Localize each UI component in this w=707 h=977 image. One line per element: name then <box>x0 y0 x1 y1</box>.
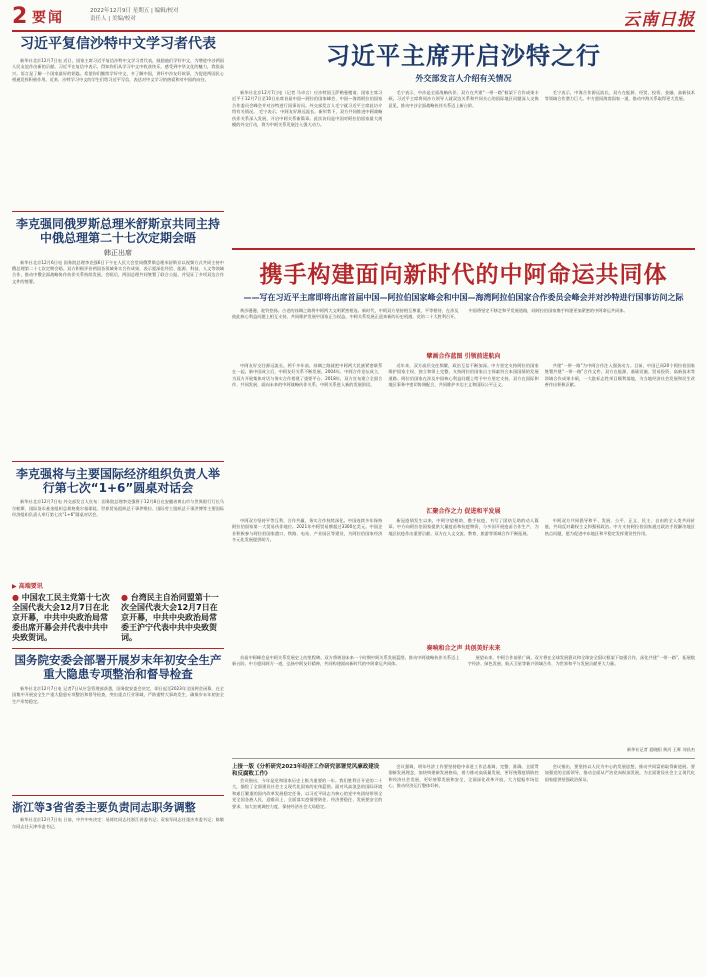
footer-body-3: 会议指出，要坚持以人民为中心的发展思想，推动共同富裕取得新进展。要加强党的全面领导，推动全面从严治党向纵深发展，为全面建设社会主义现代化国家提供坚强政治保证。 <box>544 764 695 782</box>
feature-section-head-2: 汇聚合作之力 促进和平发展 <box>426 508 501 515</box>
feature-lead: 黄沙漫漫，驼铃悠扬。古老的丝绸之路将中阿两大文明紧密相连。新时代，中阿双方坚持相互尊重、平等相待，在涉及彼此核心利益问题上相互支持，共同维护发展中国家正当权益。中阿关系发展正迎来新的历史机遇。党的二十大胜利召开，中国将坚定不移走和平发展道路，同阿拉伯国家携手构建更加紧密的中阿命运共同体。 <box>232 308 628 320</box>
article-body-personnel: 新华社北京12月7日电 日前，中共中央决定：易炼红同志任浙江省委书记；袁家军同志任重庆市委书记；陈敏尔同志任天津市委书记。 <box>12 817 224 829</box>
main-body-2: 毛宁表示，中阿友好源远流长。新形势下，双方共同推进中阿战略伙伴关系深入发展，开启中阿关系新篇章。此次访问是中国对阿拉伯国家最大规模的外交行动，将为中阿关系发展注入强大动力。 <box>232 109 383 128</box>
footer-col-1 <box>232 764 382 856</box>
divider <box>12 211 224 212</box>
main-story-title[interactable]: 习近平主席开启沙特之行 <box>326 42 601 70</box>
page-header <box>12 4 695 32</box>
article-subtitle-premiers-meeting: 韩正出席 <box>104 248 132 257</box>
brief-row <box>12 593 224 643</box>
article-body-safety: 新华社北京12月7日电 记者7日从应急管理部获悉，国务院安委会决定，即日起至2023年全国两会闭幕，在全国集中开展安全生产重大隐患专项整治和督导检查，突出重点行业领域，严防重特大事故发生，确保岁末年初安全生产形势稳定。 <box>12 685 224 704</box>
article-body-reply-letter: 新华社北京12月7日电 近日，国家主席习近平复信沙特中文学习者代表，鼓励他们学好中文，为增进中沙两国人民友谊作出新的贡献。习近平在复信中表示，得知你们从学习中文中收获快乐，感受到中华文化的魅力，我很高兴。语言是了解一个国家最好的钥匙。希望你们继续学好中文，多了解中国，讲好中沙友好故事，为促进两国民心相通发挥积极作用。近来，沙特学习中文的学生们给习近平写信，表达对中文学习的热爱和对中国的向往。 <box>12 57 224 83</box>
brief-left-text: 中国农工民主党第十七次全国代表大会12月7日在北京开幕，中共中央政治局常委出席开幕会并代表中共中央致贺词。 <box>12 593 110 643</box>
feature-title[interactable]: 携手构建面向新时代的中阿命运共同体 <box>259 262 668 288</box>
brief-item-left[interactable] <box>12 593 115 643</box>
bullet-icon: ● <box>12 593 22 603</box>
brief-label: 高端要讯 <box>18 583 43 591</box>
feature-col-3: 共建“一带一路”为中阿合作注入强劲动力。目前，中国已同20个阿拉伯国家签署共建“一带一路”合作文件。双方在能源、基础设施、贸易投资、高新技术等领域合作成果丰硕，一大批标志性项目顺利落地，为当地经济社会发展和民生改善作出积极贡献。 <box>544 363 695 388</box>
section-label: 要闻 <box>32 10 64 26</box>
left-column <box>12 36 224 970</box>
header-meta: 2022年12月9日 星期五 | 编辑/校对 责任人 | 美编/校对 <box>90 8 179 22</box>
divider <box>12 795 224 796</box>
main-story-col-2: 毛宁表示，中沙是全面战略伙伴，双方在共建“一带一路”框架下合作成果丰硕。习近平主席将同沙方领导人就双边关系和共同关心的国际地区问题深入交换意见，推动中沙全面战略伙伴关系迈上新台阶。 <box>388 90 539 108</box>
article-body-premiers-meeting: 新华社北京12月6日电 国务院总理李克强6日下午在人民大会堂同俄罗斯总理米舒斯京以视频方式共同主持中俄总理第二十七次定期会晤。双方积极评价两国各领域务实合作成果，表示愿深化经贸、能源、科技、人文等领域合作，推动中俄全面战略协作伙伴关系持续发展。会晤后，两国总理共同签署了联合公报，并见证了多项双边合作文件的签署。 <box>12 259 224 284</box>
divider <box>12 648 224 649</box>
article-title-roundtable[interactable]: 李克强将与主要国际经济组织负责人举行第七次“1+6”圆桌对话会 <box>15 466 220 495</box>
feature-col-8: 展望未来，中阿合作前景广阔。双方将在全球发展倡议和全球安全倡议框架下加强合作，深化共建“一带一路”，拓展数字经济、绿色发展、航天卫星等新兴领域合作，为世界和平与发展贡献更大力量。 <box>467 655 695 667</box>
bullet-icon: ▶ <box>12 583 17 591</box>
article-title-personnel[interactable]: 浙江等3省省委主要负责同志职务调整 <box>12 800 196 814</box>
article-body-roundtable: 新华社北京12月7日电 外交部发言人宣布：国务院总理李克强将于12月8日在安徽省黄山市与世界银行行长马尔帕斯、国际货币基金组织总裁格奥尔基耶娃、世界贸易组织总干事伊维拉、国际劳工组织总干事洪博等主要国际经济组织负责人举行第七次“1+6”圆桌对话会。 <box>12 499 224 518</box>
footer-body-1: 会议指出，今年是党和国家历史上极为重要的一年。我们胜利召开党的二十大，描绘了全面建设社会主义现代化国家的宏伟蓝图。面对风高浪急的国际环境和艰巨繁重的国内改革发展稳定任务，以习近平同志为核心的党中央团结带领全党全国各族人民，迎难而上，全面落实疫情要防住、经济要稳住、发展要安全的要求，加大宏观调控力度，保持经济社会大局稳定。 <box>232 778 383 809</box>
brief-section-label <box>12 581 224 590</box>
brief-right-text: 台湾民主自治同盟第十一次全国代表大会12月7日在京开幕，中共中央政治局常委王沪宁代表中共中央致贺词。 <box>121 593 219 643</box>
masthead-logo: 云南日报 <box>623 10 695 30</box>
page-number: 2 <box>12 4 28 29</box>
bullet-icon: ● <box>121 593 131 603</box>
divider <box>12 461 224 462</box>
main-story-subtitle: 外交部发言人介绍有关情况 <box>415 74 512 83</box>
article-title-reply-letter[interactable]: 习近平复信沙特中文学习者代表 <box>20 36 216 52</box>
feature-subtitle: ——写在习近平主席即将出席首届中国—阿拉伯国家峰会和中国—海湾阿拉伯国家合作委员会峰会并对沙特进行国事访问之际 <box>243 293 684 302</box>
feature-col-6: 中阿双方共同倡导和平、发展、公平、正义、民主、自由的全人类共同价值，共同反对霸权主义和强权政治。中方支持阿拉伯国家通过政治手段解决地区热点问题，愿为促进中东地区和平稳定发挥建设性作用。 <box>544 518 695 536</box>
feature-section-head-1: 擘画合作蓝图 引领前进航向 <box>426 353 501 360</box>
feature-row-3 <box>232 655 695 747</box>
main-story-col-3: 毛宁表示，中海合作源远流长，双方在能源、经贸、投资、金融、高新技术等领域合作潜力巨大。中方愿同海湾国家一道，推动中海关系取得更大发展。 <box>544 90 695 102</box>
brief-item-right[interactable] <box>121 593 224 643</box>
feature-col-5: 新冠疫情发生以来，中阿守望相助、携手抗疫，书写了团结互助的动人篇章。中方向阿拉伯国家提供大量疫苗和抗疫物资，与多国开展疫苗合作生产，为地区抗疫作出重要贡献。双方在人文交流、教育、旅游等领域合作不断拓展。 <box>388 518 539 536</box>
main-body-1: 新华社北京12月7日电（记者 马卓言）应沙特国王萨勒曼邀请，国家主席习近平于12月7日至10日出席首届中国—阿拉伯国家峰会、中国—海湾阿拉伯国家合作委员会峰会并对沙特进行国事访问。外交部发言人毛宁就习近平主席此访介绍有关情况。 <box>232 90 383 115</box>
main-story-columns <box>232 90 695 246</box>
feature-col-1: 中阿友好交往源远流长。两千多年前，丝绸之路就把中阿两大民族紧密联系在一起。新中国成立后，中阿友好关系不断发展。2004年，中阿合作论坛成立，为双方开展集体对话与务实合作搭建了重要平台。2018年，双方宣布建立全面合作、共同发展、面向未来的中阿战略伙伴关系，中阿关系进入新的发展阶段。 <box>232 363 383 388</box>
feature-row-2 <box>232 518 695 640</box>
article-title-premiers-meeting[interactable]: 李克强同俄罗斯总理米舒斯京共同主持中俄总理第二十七次定期会晤 <box>15 216 220 246</box>
feature-section-head-3: 奏响和合之声 共创美好未来 <box>426 645 501 652</box>
main-story-col-1 <box>232 90 382 246</box>
feature-col-4: 中阿双方坚持平等互利、合作共赢，务实合作持续深化。中国连续多年保持阿拉伯国家第一大贸易伙伴地位。2021年中阿贸易额超过3300亿美元。中国企业积极参与阿拉伯国家港口、铁路、电站、产业园区等建设，为阿拉伯国家经济多元化发展提供助力。 <box>232 518 383 543</box>
divider <box>232 758 695 759</box>
footer-continued-title[interactable]: 上接一版《分析研究2023年经济工作研究部署党风廉政建设和反腐败工作》 <box>232 764 380 777</box>
feature-row-1 <box>232 363 695 503</box>
footer-row <box>232 764 695 856</box>
feature-byline: 新华社记者 聂晓阳 黄河 王晖 刘昌杰 <box>626 747 695 752</box>
feature-story <box>232 248 695 972</box>
main-story <box>232 36 695 246</box>
article-title-safety[interactable]: 国务院安委会部署开展岁末年初安全生产重大隐患专项整治和督导检查 <box>14 653 222 682</box>
feature-col-2: 近年来，双方高层交往频繁，政治互信不断加深。中方坚定支持阿拉伯国家维护国家主权、独立和领土完整，支持阿拉伯国家自主探索符合本国国情的发展道路。阿拉伯国家在涉及中国核心利益问题上给予中方坚定支持。双方在国际和地区事务中密切协调配合，共同维护多边主义和国际公平正义。 <box>388 363 539 388</box>
footer-body-2: 会议强调，明年经济工作要坚持稳中求进工作总基调，完整、准确、全面贯彻新发展理念，加快构建新发展格局，着力推动高质量发展，更好统筹疫情防控和经济社会发展，更好统筹发展和安全，全面深化改革开放，大力提振市场信心，推动经济运行整体好转。 <box>388 764 539 789</box>
feature-col-7: 首届中阿峰会是中阿关系发展史上的里程碑。双方将规划未来一个时期中阿关系发展蓝图，推动中阿战略伙伴关系迈上新台阶。中方愿同阿方一道，弘扬中阿友好精神，共同构建面向新时代的中阿命运共同体。 <box>232 655 460 667</box>
